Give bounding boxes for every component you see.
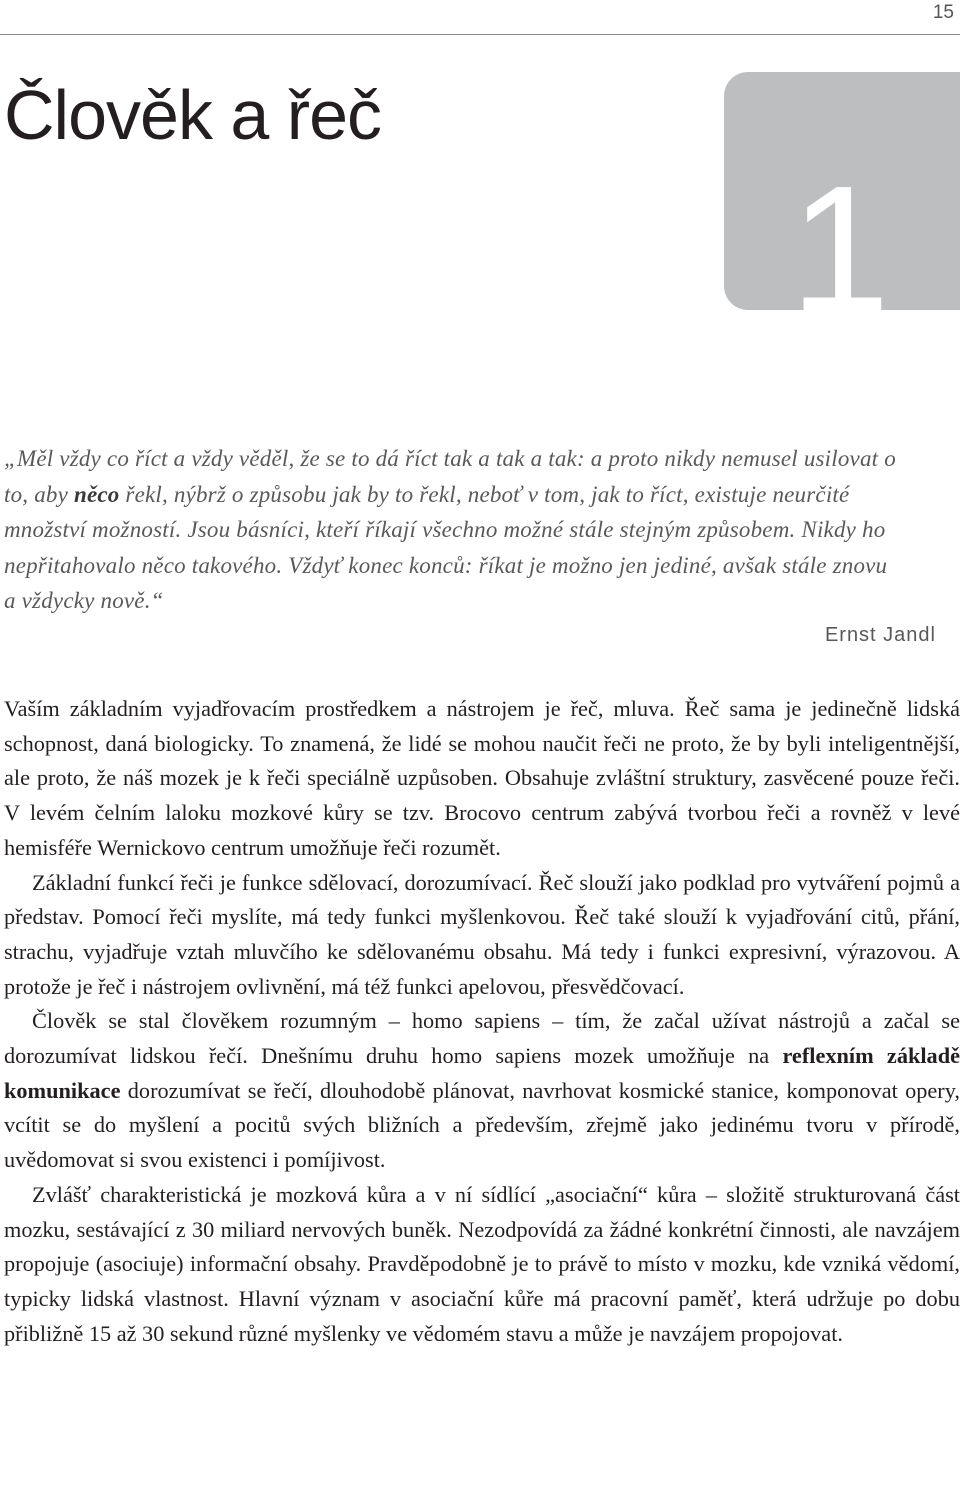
motto-text-end: řekl, nýbrž o způsobu jak by to řekl, neboť v tom, jak to říct, existuje neurčité množství možností. Jsou básníci, kteří říkají všechno možné stále stejným způsobem. Nikdy ho nepřitahovalo něco takového. Vždyť konec konců: říkat je možno jen jediné, avšak stále znovu a vždycky nově.“ <box>4 481 888 613</box>
paragraph-3-end: dorozumívat se řečí, dlouhodobě plánovat, navrhovat kosmické stanice, komponovat opery, vcítit se do myšlení a pocitů svých bližních a především, zřejmě jako jedinému tvoru v přírodě, uvědomovat si svou existenci i pomíjivost. <box>4 1077 960 1173</box>
paragraph-2: Základní funkcí řeči je funkce sdělovací, dorozumívací. Řeč slouží jako podklad pro vytváření pojmů a představ. Pomocí řeči myslíte, má tedy funkci myšlenkovou. Řeč také slouží k vyjadřování citů, přání, strachu, vyjadřuje vztah mluvčího ke sdělovanému obsahu. Má tedy i funkci expresivní, výrazovou. A protože je řeč i nástrojem ovlivnění, má též funkci apelovou, přesvědčovací. <box>4 869 960 999</box>
paragraph-4: Zvlášť charakteristická je mozková kůra a v ní sídlící „asociační“ kůra – složitě strukturovaná část mozku, sestávající z 30 miliard nervových buněk. Nezodpovídá za žádné konkrétní činnosti, ale navzájem propojuje (asociuje) informační obsahy. Pravděpodobně je to právě to místo v mozku, kde vzniká vědomí, typicky lidská vlastnost. Hlavní význam v asociační kůře má pracovní paměť, která udržuje po dobu přibližně 15 až 30 sekund různé myšlenky ve vědomém stavu a může je navzájem propojovat. <box>4 1181 960 1346</box>
paragraph-3-start: Člověk se stal člověkem rozumným – homo sapiens – tím, že začal užívat nástrojů a začal se dorozumívat lidskou řečí. Dnešnímu druhu homo sapiens mozek umožňuje na <box>4 1008 960 1069</box>
chapter-number: 1 <box>789 149 890 310</box>
body-text <box>4 692 960 1351</box>
motto-quote <box>4 441 904 619</box>
chapter-title: Člověk a řeč <box>4 76 382 154</box>
header-rule <box>0 34 960 35</box>
paragraph-3 <box>4 1004 960 1178</box>
paragraph-1: Vaším základním vyjadřovacím prostředkem a nástrojem je řeč, mluva. Řeč sama je jedinečně lidská schopnost, daná biologicky. To znamená, že lidé se mohou naučit řeči ne proto, že by byli inteligentnější, ale proto, že náš mozek je k řeči speciálně uzpůsoben. Obsahuje zvláštní struktury, zasvěcené pouze řeči. V levém čelním laloku mozkové kůry se tzv. Brocovo centrum zabývá tvorbou řeči a rovněž v levé hemisféře Wernickovo centrum umožňuje řeči rozumět. <box>4 696 960 860</box>
paragraph-3-bold: reflexním základě komunikace <box>4 1043 960 1103</box>
chapter-number-box <box>724 72 960 310</box>
motto-text-start: „Měl vždy co říct a vždy věděl, že se to dá říct tak a tak a tak: a proto nikdy nemusel usilovat o to, aby <box>4 446 896 507</box>
page-number: 15 <box>932 2 954 23</box>
motto-bold-word: něco <box>73 481 120 507</box>
motto-author: Ernst Jandl <box>824 624 936 646</box>
